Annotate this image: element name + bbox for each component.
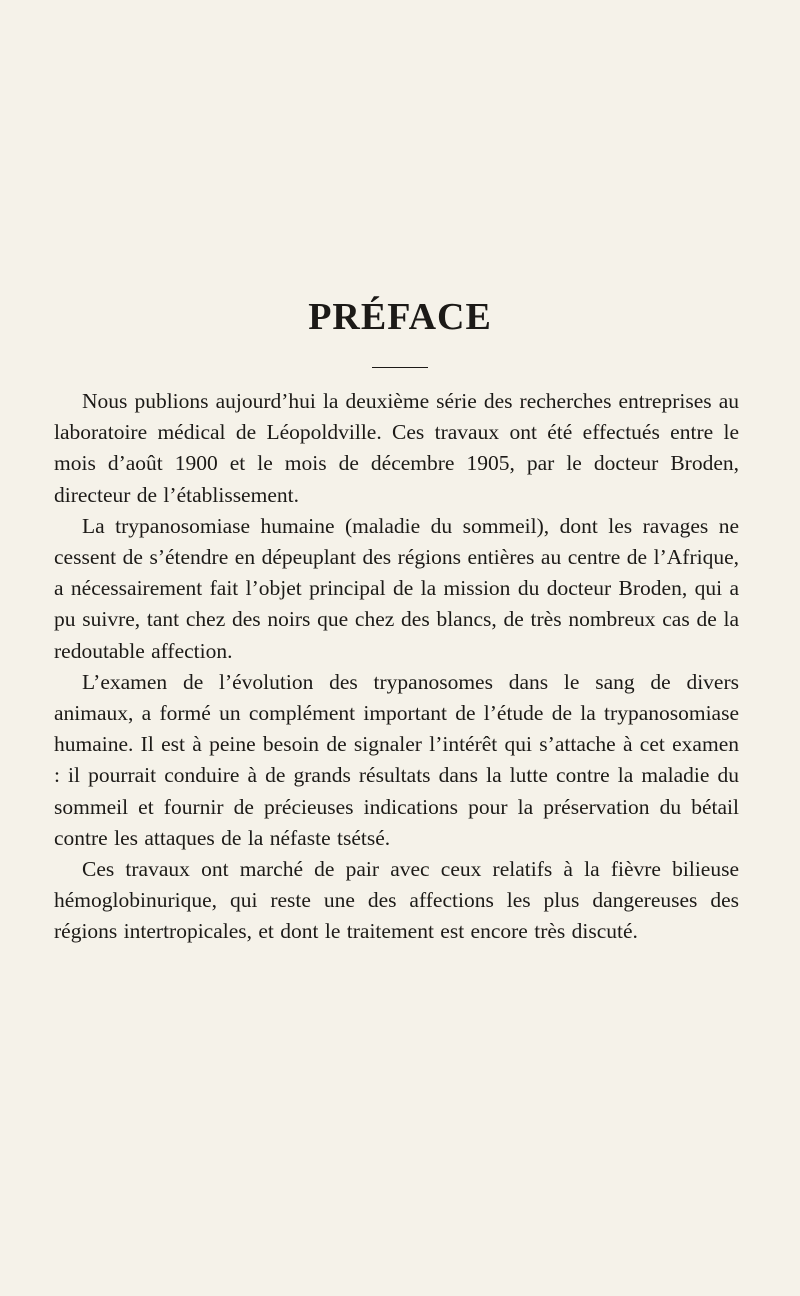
paragraph-3: L’examen de l’évolution des trypanosomes dans le sang de divers animaux, a formé un complément important de l’étude de la trypanosomiase humaine. Il est à peine besoin de signaler l’intérêt qui s’attache à cet examen : il pourrait conduire à de grands résultats dans la lutte contre la maladie du sommeil et fournir de précieuses indications pour la préservation du bétail contre les attaques de la néfaste tsétsé. (54, 669, 739, 850)
paragraph-1: Nous publions aujourd’hui la deuxième série des recherches entreprises au laboratoire médical de Léopoldville. Ces travaux ont été effectués entre le mois d’août 1900 et le mois de décembre 1905, par le docteur Broden, directeur de l’établissement. (54, 389, 739, 507)
preface-body (54, 386, 739, 948)
paragraph-4: Ces travaux ont marché de pair avec ceux relatifs à la fièvre bilieuse hémoglobinurique, qui reste une des affections les plus dangereuses des régions intertropicales, et dont le traitement est encore très discuté. (54, 857, 739, 944)
paragraph-2: La trypanosomiase humaine (maladie du sommeil), dont les ravages ne cessent de s’étendre en dépeuplant des régions entières au centre de l’Afrique, a nécessairement fait l’objet principal de la mission du docteur Broden, qui a pu suivre, tant chez des noirs que chez des blancs, de très nombreux cas de la redoutable affection. (54, 513, 739, 663)
page-title: PRÉFACE (308, 296, 492, 338)
title-divider (372, 367, 428, 368)
